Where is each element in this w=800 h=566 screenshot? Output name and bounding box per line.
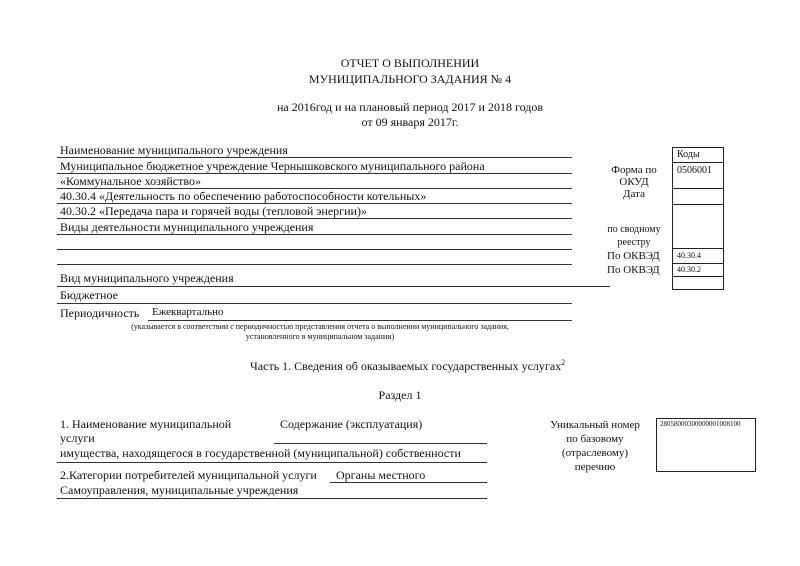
service-value-line1: Содержание (эксплуатация): [280, 417, 423, 431]
institution-name-line2: «Коммунальное хозяйство»: [60, 174, 201, 188]
okud-code: 0506001: [677, 165, 712, 176]
rule: [57, 303, 572, 304]
table-row-divider: [673, 188, 723, 189]
okved1-code: 40.30.4: [677, 251, 701, 260]
institution-type-label: Вид муниципального учреждения: [60, 271, 234, 285]
report-period: на 2016год и на плановый период 2017 и 2018 годов: [276, 100, 543, 114]
institution-name-label: Наименование муниципального учреждения: [60, 143, 288, 157]
periodicity-label: Периодичность: [60, 306, 140, 320]
part1-title: [250, 358, 565, 374]
unique-label-line1: Уникальный номер: [550, 419, 640, 431]
periodicity-note-line1: (указывается в соответствии с периодичностью представления отчета о выполнении муниципального задания,: [131, 322, 509, 331]
okved2-code: 40.30.2: [677, 265, 701, 274]
report-title-line2: МУНИЦИПАЛЬНОГО ЗАДАНИЯ № 4: [308, 72, 512, 86]
table-row-divider: [673, 263, 723, 264]
okved2-label: По ОКВЭД: [607, 264, 660, 276]
institution-name-line1: Муниципальное бюджетное учреждение Чернышковского муниципального района: [60, 159, 485, 173]
activity-2: 40.30.2 «Передача пара и горячей воды (тепловой энергии)»: [60, 204, 367, 218]
forma-label: Форма по: [611, 164, 657, 176]
consumers-value-line2: Самоуправления, муниципальные учреждения: [60, 483, 299, 497]
service-label-line1: 1. Наименование муниципальной: [60, 417, 232, 431]
rule: [330, 482, 487, 483]
table-row-divider: [673, 162, 723, 163]
rule: [57, 218, 572, 219]
rule: [57, 157, 572, 158]
report-title-line1: ОТЧЕТ О ВЫПОЛНЕНИИ: [340, 56, 480, 70]
periodicity-value: Ежеквартально: [152, 306, 224, 318]
activities-label: Виды деятельности муниципального учреждения: [60, 220, 314, 234]
unique-label-line2: по базовому: [566, 433, 624, 445]
date-label: Дата: [623, 188, 645, 200]
rule: [274, 443, 487, 444]
rule: [57, 498, 487, 499]
service-value-line2: имущества, находящегося в государственной (муниципальной) собственности: [60, 446, 461, 460]
periodicity-note-line2: установленного в муниципальном задании): [245, 332, 395, 341]
rule: [57, 249, 572, 250]
consumers-value-line1: Органы местного: [336, 468, 426, 482]
part1-title-text: Часть 1. Сведения об оказываемых государственных услугах: [250, 359, 562, 373]
unique-number-box: [656, 418, 756, 472]
codes-header: Коды: [677, 149, 700, 160]
unique-number: 28058000300000001008100: [660, 420, 741, 428]
table-row-divider: [673, 276, 723, 277]
consumers-label: 2.Категории потребителей муниципальной услуги: [60, 468, 317, 482]
okved1-label: По ОКВЭД: [607, 250, 660, 262]
svod-label-line1: по сводному: [607, 224, 661, 235]
okud-label: ОКУД: [619, 176, 649, 188]
activity-1: 40.30.4 «Деятельность по обеспечению работоспособности котельных»: [60, 189, 427, 203]
unique-label-line3: (отраслевому): [561, 447, 629, 459]
service-label-line2: услуги: [60, 431, 95, 445]
unique-label-line4: перечню: [574, 461, 616, 473]
report-date: от 09 января 2017г.: [361, 115, 459, 129]
table-row-divider: [673, 248, 723, 249]
rule: [57, 462, 487, 463]
table-row-divider: [673, 204, 723, 205]
rule: [148, 320, 572, 321]
section-title: Раздел 1: [378, 388, 422, 402]
codes-table: [672, 147, 724, 290]
rule: [57, 234, 572, 235]
part1-title-footnote: 2: [561, 358, 566, 367]
svod-label-line2: реестру: [617, 237, 651, 248]
rule: [57, 264, 572, 265]
institution-type-value: Бюджетное: [60, 288, 118, 302]
rule: [57, 286, 610, 287]
